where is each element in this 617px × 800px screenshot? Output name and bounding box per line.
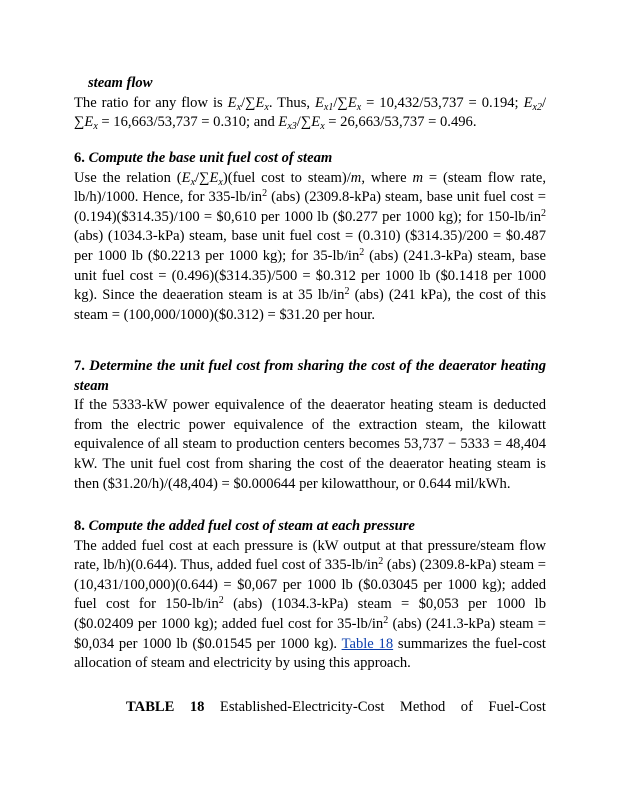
table-18-link[interactable]: Table 18 [341, 635, 394, 652]
table-caption [126, 698, 546, 718]
table-caption-text: Established-Electricity-Cost Method of Fuel-Cost [219, 699, 546, 715]
section-6 [74, 149, 546, 325]
section-5 [74, 74, 546, 133]
section-8 [74, 517, 546, 674]
section-5-heading-tail: steam flow [88, 75, 153, 91]
section-6-heading: 6. Compute the base unit fuel cost of steam [74, 150, 333, 166]
section-8-paragraph: The added fuel cost at each pressure is (kW output at that pressure/steam flow rate, lb/h)(0.644). Thus, added fuel cost of $335-lb/in^2$ (abs) (2309.8-kPa) steam = (10,431/100,000)(0.644) = $0,067 per 1000 lb ($0.03045 per 1000 kg); added fuel cost for $150-lb/in^2$ (abs) (1034.3-kPa) steam = $0,053 per 1000 lb ($0.02409 per 1000 kg); added fuel cost for $35-lb/in^2$ (abs) (241.3-kPa) steam = $0,034 per 1000 lb ($0.01545 per 1000 kg). Table 18 summarizes the fuel-cost allocation of steam and electricity by using this approach. [74, 537, 547, 672]
section-7-heading: 7. Determine the unit fuel cost from sharing the cost of the deaerator heating steam [74, 358, 547, 394]
section-8-heading: 8. Compute the added fuel cost of steam at each pressure [74, 518, 415, 534]
section-5-paragraph: The ratio for any flow is $E_x/\sum E_x$. Thus, $E_{x1}/\sum E_x = 10,432/53,737 = 0.194$; $E_{x2}/\sum E_x = 16,663/53,737 = 0.310$; and $E_{x3}/\sum E_x = 26,663/53,737 = 0.496$. [74, 94, 547, 133]
section-7-paragraph: If the 5333-kW power equivalence of the deaerator heating steam is deducted from the electric power equivalence of the extraction steam, the kilowatt equivalence of all steam to production centers becomes 53,737 − 5333 = 48,404 kW. The unit fuel cost from sharing the cost of the deaerator heating steam is then ($31.20/h)/(48,404) = $0.000644 per kilowatthour, or 0.644 mil/kWh. [74, 397, 546, 492]
section-6-paragraph: Use the relation $(E_x/\sum E_x)(fuel$ cost to steam)/m, where m = (steam flow rate, lb/h)/1000. Hence, for $335-lb/in^2$ (abs) (2309.8-kPa) steam, base unit fuel cost = (0.194)($314.35)/100 = $0,610 per 1000 lb ($0.277 per 1000 kg); for $150-lb/in^2$ (abs) (1034.3-kPa) steam, base unit fuel cost = (0.310) ($314.35)/200 = $0.487 per 1000 lb ($0.2213 per 1000 kg); for $35-lb/in^2$ (abs) (241.3-kPa) steam, base unit fuel cost = (0.496)($314.35)/500 = $0.312 per 1000 lb ($0.1418 per 1000 kg). Since the deaeration steam is at 35 $lb/in^2$ (abs) (241 kPa), the cost of this steam = (100,000/1000)($0.312) = $31.20 per hour. [74, 169, 547, 323]
table-caption-label: TABLE 18 [126, 699, 205, 715]
section-7 [74, 357, 546, 494]
